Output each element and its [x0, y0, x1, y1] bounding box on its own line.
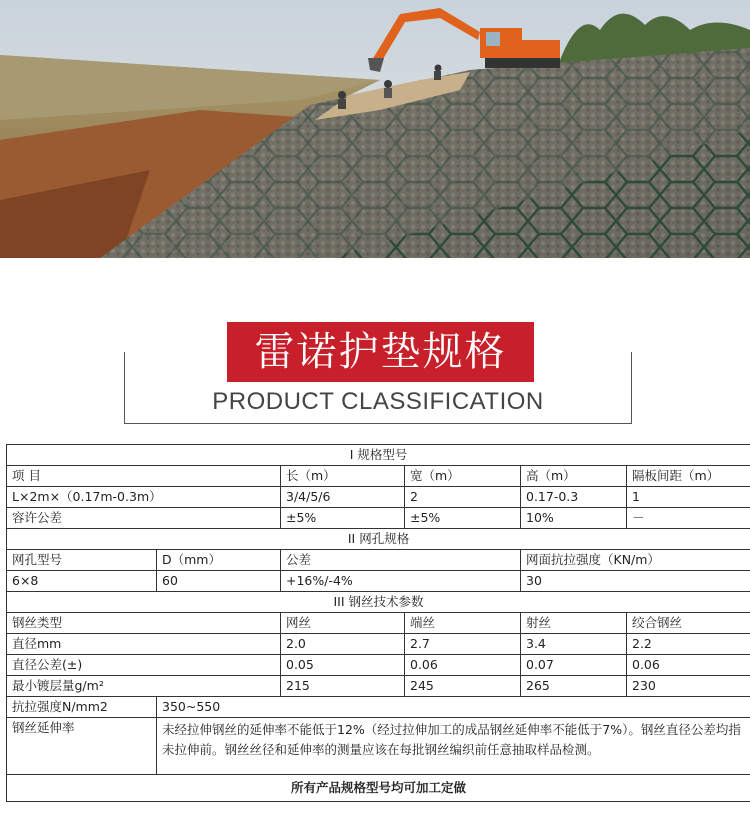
section-title: III 钢丝技术参数: [7, 592, 750, 613]
table-cell: 0.17-0.3: [521, 487, 627, 508]
table-cell: 10%: [521, 508, 627, 529]
table-cell: 2: [405, 487, 521, 508]
table-cell: 2.7: [405, 634, 521, 655]
table-cell: 265: [521, 676, 627, 697]
table-row: [7, 775, 750, 802]
table-cell: 射丝: [521, 613, 627, 634]
table-row: [7, 487, 750, 508]
table-cell: 未经拉伸钢丝的延伸率不能低于12%（经过拉伸加工的成品钢丝延伸率不能低于7%）。钢丝直径公差均指未拉伸前。钢丝丝径和延伸率的测量应该在每批钢丝编织前任意抽取样品检测。: [157, 718, 750, 775]
table-row: [7, 655, 750, 676]
section-title: II 网孔规格: [7, 529, 750, 550]
table-cell: 容许公差: [7, 508, 281, 529]
table-row: [7, 676, 750, 697]
table-cell: 0.07: [521, 655, 627, 676]
section-row: [7, 592, 750, 613]
title-cn: 雷诺护垫规格: [227, 322, 534, 382]
table-cell: 230: [627, 676, 750, 697]
table-cell: 30: [521, 571, 750, 592]
table-row: [7, 613, 750, 634]
table-row: [7, 508, 750, 529]
table-cell: +16%/-4%: [281, 571, 521, 592]
table-cell: 网孔型号: [7, 550, 157, 571]
table-cell: 钢丝类型: [7, 613, 281, 634]
table-cell: 网面抗拉强度（KN/m）: [521, 550, 750, 571]
title-en: PRODUCT CLASSIFICATION: [212, 388, 544, 415]
table-row: [7, 718, 750, 775]
table-cell: ±5%: [405, 508, 521, 529]
spec-table: [6, 444, 750, 802]
table-cell: 钢丝延伸率: [7, 718, 157, 775]
table-cell: 最小镀层量g/m²: [7, 676, 281, 697]
table-cell: 0.06: [405, 655, 521, 676]
table-cell: 项 目: [7, 466, 281, 487]
construction-photo: [0, 0, 750, 258]
table-row: [7, 571, 750, 592]
section-row: [7, 529, 750, 550]
table-cell: 公差: [281, 550, 521, 571]
table-cell: 245: [405, 676, 521, 697]
table-cell: 2.2: [627, 634, 750, 655]
table-cell: 长（m）: [281, 466, 405, 487]
table-cell: 3.4: [521, 634, 627, 655]
table-cell: D（mm）: [157, 550, 281, 571]
table-cell: L×2m×（0.17m-0.3m）: [7, 487, 281, 508]
section-title: I 规格型号: [7, 445, 750, 466]
table-cell: ±5%: [281, 508, 405, 529]
table-cell: 2.0: [281, 634, 405, 655]
table-cell: 0.05: [281, 655, 405, 676]
section-row: [7, 445, 750, 466]
table-cell: 隔板间距（m）: [627, 466, 750, 487]
table-cell: 直径公差(±): [7, 655, 281, 676]
footer-note: 所有产品规格型号均可加工定做: [7, 775, 750, 802]
table-cell: 直径mm: [7, 634, 281, 655]
table-row: [7, 634, 750, 655]
table-cell: 350~550: [157, 697, 750, 718]
table-cell: 抗拉强度N/mm2: [7, 697, 157, 718]
table-cell: －: [627, 508, 750, 529]
table-cell: 宽（m）: [405, 466, 521, 487]
table-cell: 6×8: [7, 571, 157, 592]
table-cell: 网丝: [281, 613, 405, 634]
table-cell: 60: [157, 571, 281, 592]
table-cell: 215: [281, 676, 405, 697]
table-row: [7, 550, 750, 571]
table-row: [7, 466, 750, 487]
table-cell: 3/4/5/6: [281, 487, 405, 508]
table-cell: 1: [627, 487, 750, 508]
table-row: [7, 697, 750, 718]
table-cell: 端丝: [405, 613, 521, 634]
table-cell: 绞合钢丝: [627, 613, 750, 634]
table-cell: 高（m）: [521, 466, 627, 487]
table-cell: 0.06: [627, 655, 750, 676]
